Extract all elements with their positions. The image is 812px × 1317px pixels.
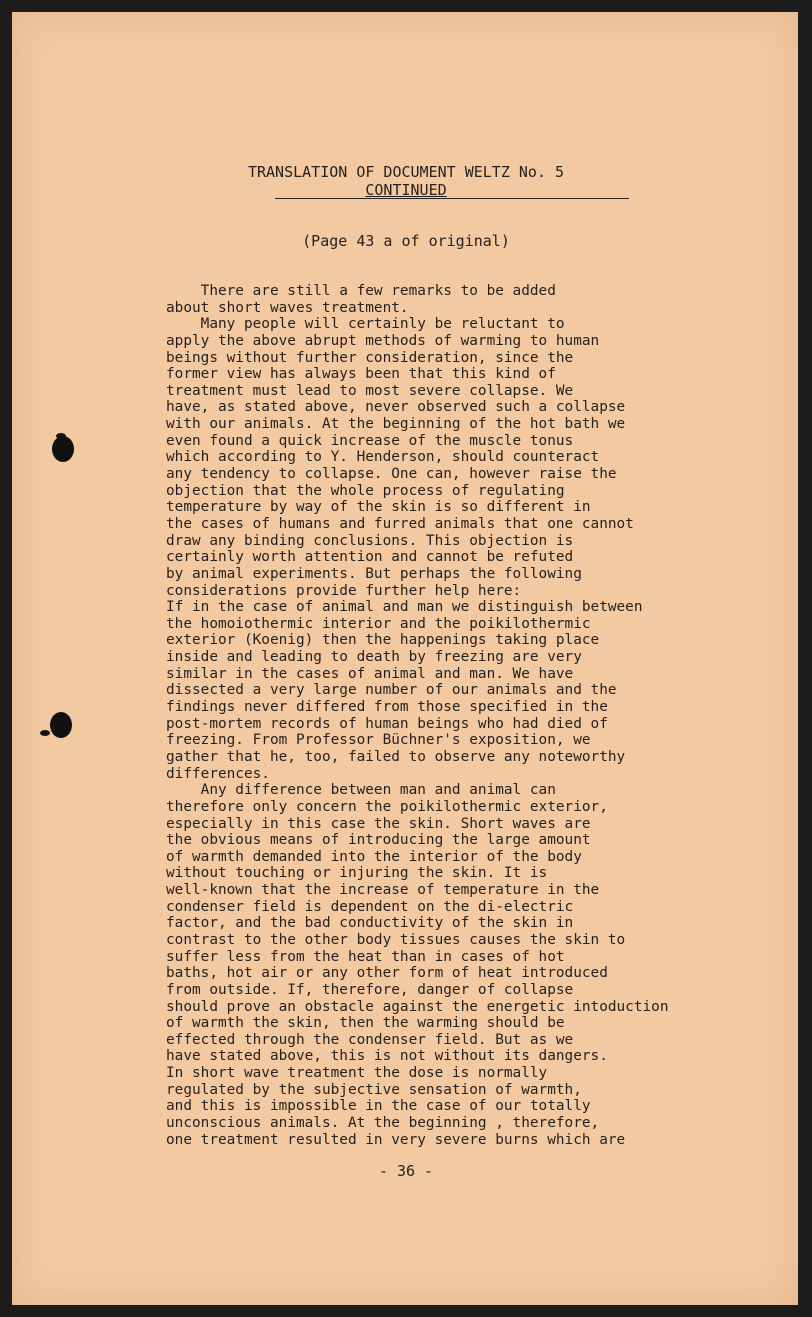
- text-line: treatment must lead to most severe collapse. We: [166, 382, 574, 399]
- text-line: and this is impossible in the case of our totally: [166, 1098, 591, 1115]
- text-line: about short waves treatment.: [166, 299, 409, 316]
- text-line: former view has always been that this kind of: [166, 366, 556, 383]
- document-title: TRANSLATION OF DOCUMENT WELTZ No. 5: [247, 163, 565, 181]
- text-line: similar in the cases of animal and man. We have: [166, 665, 574, 682]
- text-line: There are still a few remarks to be added: [166, 283, 556, 299]
- text-line: draw any binding conclusions. This objection is: [166, 532, 574, 549]
- text-line: therefore only concern the poikilothermic exterior,: [166, 798, 608, 815]
- document-subtitle: CONTINUED: [365, 181, 447, 199]
- text-line: Many people will certainly be reluctant to: [166, 316, 565, 333]
- text-line: factor, and the bad conductivity of the skin in: [166, 915, 574, 932]
- text-line: post-mortem records of human beings who had died of: [166, 715, 608, 732]
- text-line: condenser field is dependent on the di-electric: [166, 898, 574, 915]
- text-line: objection that the whole process of regulating: [166, 482, 565, 499]
- text-line: In short wave treatment the dose is normally: [166, 1065, 548, 1082]
- text-line: gather that he, too, failed to observe any noteworthy: [166, 748, 626, 765]
- text-line: findings never differed from those specified in the: [166, 699, 608, 716]
- text-line: especially in this case the skin. Short waves are: [166, 815, 591, 832]
- text-line: which according to Y. Henderson, should counteract: [166, 449, 600, 466]
- text-line: of warmth the skin, then the warming should be: [166, 1015, 565, 1032]
- text-line: Any difference between man and animal can: [166, 782, 556, 799]
- text-line: with our animals. At the beginning of the hot bath we: [166, 416, 626, 433]
- text-line: suffer less from the heat than in cases of hot: [166, 948, 565, 965]
- text-line: If in the case of animal and man we distinguish between: [166, 599, 643, 616]
- text-line: freezing. From Professor Büchner's exposition, we: [166, 732, 591, 749]
- text-line: the cases of humans and furred animals that one cannot: [166, 515, 634, 532]
- text-line: of warmth demanded into the interior of the body: [166, 848, 582, 865]
- text-line: regulated by the subjective sensation of warmth,: [166, 1081, 582, 1098]
- text-line: any tendency to collapse. One can, however raise the: [166, 466, 617, 483]
- text-line: should prove an obstacle against the energetic intoduction: [166, 998, 669, 1015]
- page-number: - 36 -: [378, 1162, 434, 1180]
- text-line: differences.: [166, 765, 270, 782]
- text-line: effected through the condenser field. But as we: [166, 1031, 574, 1048]
- text-line: from outside. If, therefore, danger of collapse: [166, 981, 574, 998]
- text-line: certainly worth attention and cannot be refuted: [166, 549, 574, 566]
- text-line: without touching or injuring the skin. It is: [166, 865, 548, 882]
- text-line: apply the above abrupt methods of warming to human: [166, 332, 600, 349]
- text-line: the homoiothermic interior and the poikilothermic: [166, 615, 591, 632]
- text-line: well-known that the increase of temperature in the: [166, 882, 600, 899]
- title-underline: [275, 198, 629, 199]
- text-line: one treatment resulted in very severe burns which are: [166, 1131, 626, 1148]
- text-line: have stated above, this is not without its dangers.: [166, 1048, 608, 1065]
- text-line: by animal experiments. But perhaps the following: [166, 565, 582, 582]
- text-line: beings without further consideration, since the: [166, 349, 574, 366]
- text-line: temperature by way of the skin is so different in: [166, 499, 591, 516]
- text-line: considerations provide further help here:: [166, 582, 522, 599]
- text-line: have, as stated above, never observed such a collapse: [166, 399, 626, 416]
- text-line: unconscious animals. At the beginning , therefore,: [166, 1115, 600, 1132]
- text-line: the obvious means of introducing the large amount: [166, 832, 591, 849]
- text-line: baths, hot air or any other form of heat introduced: [166, 965, 608, 982]
- text-line: dissected a very large number of our animals and the: [166, 682, 617, 699]
- text-line: contrast to the other body tissues causes the skin to: [166, 931, 626, 948]
- text-line: inside and leading to death by freezing are very: [166, 649, 582, 666]
- text-line: exterior (Koenig) then the happenings taking place: [166, 632, 600, 649]
- page-reference: (Page 43 a of original): [302, 232, 510, 250]
- text-line: even found a quick increase of the muscle tonus: [166, 432, 574, 449]
- body-text: [166, 283, 669, 1148]
